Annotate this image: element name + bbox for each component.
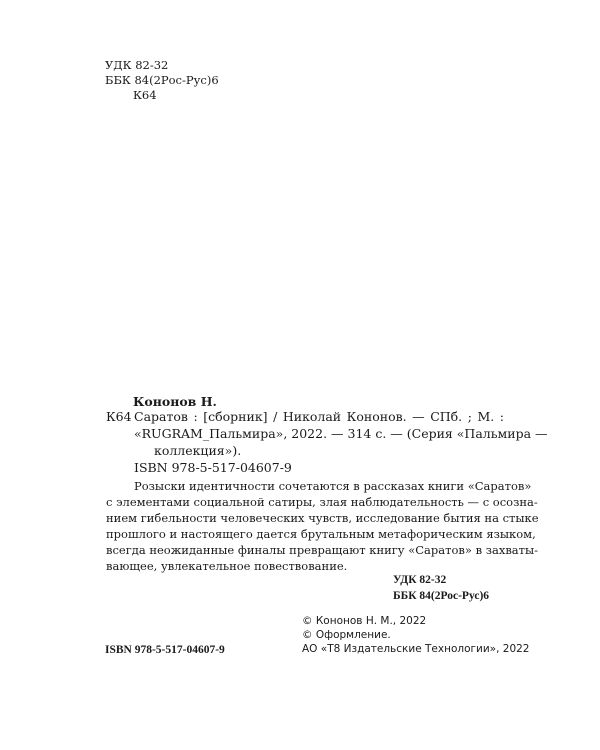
copyright-line: АО «Т8 Издательские Технологии», 2022 bbox=[302, 643, 530, 655]
bib-line: коллекция»). bbox=[154, 443, 242, 458]
top-classification-codes bbox=[105, 58, 219, 103]
author-heading: Кононов Н. bbox=[133, 394, 217, 409]
annotation bbox=[106, 478, 539, 574]
bib-line: «RUGRAM_Пальмира», 2022. — 314 с. — (Серия «Пальмира — bbox=[134, 426, 548, 441]
copyright-line: © Кононов Н. М., 2022 bbox=[302, 615, 427, 627]
annotation-line: всегда неожиданные финалы превращают книгу «Саратов» в захваты- bbox=[106, 543, 539, 557]
bibliographic-description bbox=[134, 408, 548, 459]
bib-line: Саратов : [сборник] / Николай Кононов. — СПб. ; М. : bbox=[134, 409, 504, 424]
bbk-code-bottom: ББК 84(2Рос-Рус)6 bbox=[393, 590, 490, 602]
bbk-code-top: ББК 84(2Рос-Рус)6 bbox=[105, 73, 219, 87]
annotation-line: прошлого и настоящего дается брутальным метафорическим языком, bbox=[106, 527, 536, 541]
annotation-line: вающее, увлекательное повествование. bbox=[106, 559, 348, 573]
author-mark: К64 bbox=[106, 409, 132, 424]
bottom-classification-codes bbox=[393, 572, 489, 604]
author-mark-top: К64 bbox=[133, 88, 157, 102]
copyright-line: © Оформление. bbox=[302, 629, 391, 641]
bibliographic-record bbox=[106, 408, 548, 459]
annotation-line: нием гибельности человеческих чувств, исследование бытия на стыке bbox=[106, 511, 539, 525]
udk-code-bottom: УДК 82-32 bbox=[393, 574, 447, 586]
isbn-bottom: ISBN 978-5-517-04607-9 bbox=[105, 644, 225, 656]
udk-code-top: УДК 82-32 bbox=[105, 58, 169, 72]
annotation-line: Розыски идентичности сочетаются в рассказах книги «Саратов» bbox=[134, 479, 532, 493]
isbn-record: ISBN 978-5-517-04607-9 bbox=[134, 460, 292, 475]
copyright-notice bbox=[302, 614, 529, 656]
annotation-line: с элементами социальной сатиры, злая наблюдательность — с осозна- bbox=[106, 495, 538, 509]
